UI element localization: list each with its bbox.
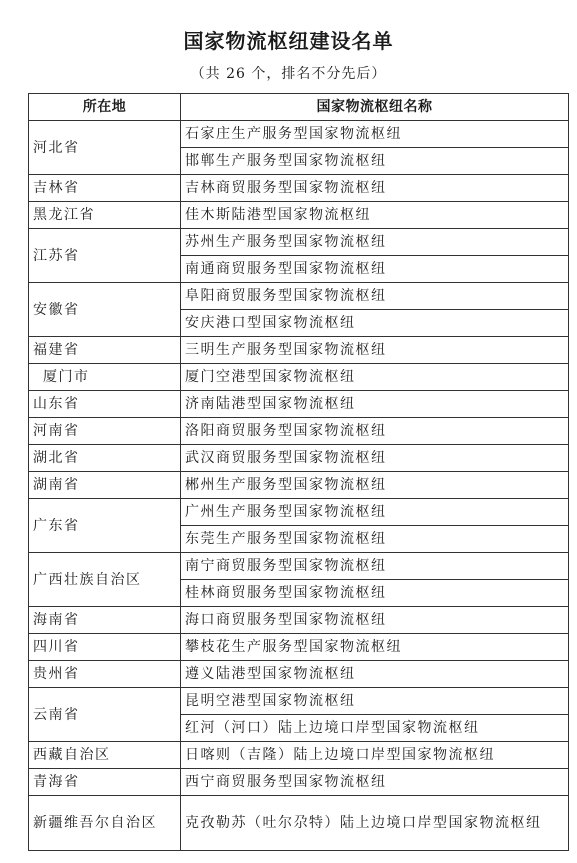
location-cell: 黑龙江省	[29, 202, 181, 229]
table-row	[29, 499, 569, 526]
hub-name-cell: 克孜勒苏（吐尔尕特）陆上边境口岸型国家物流枢纽	[181, 796, 569, 851]
location-cell: 厦门市	[29, 364, 181, 391]
logistics-hub-table	[28, 93, 569, 851]
hub-name-cell: 吉林商贸服务型国家物流枢纽	[181, 175, 569, 202]
hub-name-cell: 昆明空港型国家物流枢纽	[181, 688, 569, 715]
hub-name-cell: 三明生产服务型国家物流枢纽	[181, 337, 569, 364]
hub-name-cell: 红河（河口）陆上边境口岸型国家物流枢纽	[181, 715, 569, 742]
table-row	[29, 337, 569, 364]
table-row	[29, 553, 569, 580]
document-title: 国家物流枢纽建设名单	[183, 29, 394, 53]
hub-name-cell: 邯郸生产服务型国家物流枢纽	[181, 148, 569, 175]
hub-name-cell: 安庆港口型国家物流枢纽	[181, 310, 569, 337]
table-row	[29, 229, 569, 256]
location-cell: 吉林省	[29, 175, 181, 202]
location-cell: 安徽省	[29, 283, 181, 337]
location-cell: 贵州省	[29, 661, 181, 688]
column-header-location: 所在地	[29, 94, 181, 121]
table-row	[29, 283, 569, 310]
hub-name-cell: 厦门空港型国家物流枢纽	[181, 364, 569, 391]
location-cell: 西藏自治区	[29, 742, 181, 769]
location-cell: 新疆维吾尔自治区	[29, 796, 181, 851]
hub-name-cell: 东莞生产服务型国家物流枢纽	[181, 526, 569, 553]
hub-name-cell: 日喀则（吉隆）陆上边境口岸型国家物流枢纽	[181, 742, 569, 769]
table-row	[29, 742, 569, 769]
location-cell: 山东省	[29, 391, 181, 418]
table-row	[29, 445, 569, 472]
hub-name-cell: 石家庄生产服务型国家物流枢纽	[181, 121, 569, 148]
location-cell: 福建省	[29, 337, 181, 364]
hub-name-cell: 南宁商贸服务型国家物流枢纽	[181, 553, 569, 580]
hub-name-cell: 海口商贸服务型国家物流枢纽	[181, 607, 569, 634]
hub-name-cell: 桂林商贸服务型国家物流枢纽	[181, 580, 569, 607]
table-row	[29, 607, 569, 634]
hub-name-cell: 郴州生产服务型国家物流枢纽	[181, 472, 569, 499]
location-cell: 海南省	[29, 607, 181, 634]
location-cell: 河北省	[29, 121, 181, 175]
hub-name-cell: 广州生产服务型国家物流枢纽	[181, 499, 569, 526]
table-header-row	[29, 94, 569, 121]
table-row	[29, 391, 569, 418]
location-cell: 湖南省	[29, 472, 181, 499]
table-row	[29, 202, 569, 229]
table-row	[29, 688, 569, 715]
hub-name-cell: 攀枝花生产服务型国家物流枢纽	[181, 634, 569, 661]
hub-name-cell: 南通商贸服务型国家物流枢纽	[181, 256, 569, 283]
table-row	[29, 634, 569, 661]
table-row	[29, 472, 569, 499]
location-cell: 湖北省	[29, 445, 181, 472]
table-row	[29, 364, 569, 391]
document-subtitle: （共 26 个，排名不分先后）	[190, 66, 387, 82]
table-row	[29, 175, 569, 202]
hub-name-cell: 苏州生产服务型国家物流枢纽	[181, 229, 569, 256]
table-row	[29, 769, 569, 796]
location-cell: 青海省	[29, 769, 181, 796]
location-cell: 广东省	[29, 499, 181, 553]
table-row	[29, 418, 569, 445]
location-cell: 河南省	[29, 418, 181, 445]
location-cell: 云南省	[29, 688, 181, 742]
hub-name-cell: 西宁商贸服务型国家物流枢纽	[181, 769, 569, 796]
hub-name-cell: 遵义陆港型国家物流枢纽	[181, 661, 569, 688]
hub-name-cell: 武汉商贸服务型国家物流枢纽	[181, 445, 569, 472]
column-header-hub-name: 国家物流枢纽名称	[181, 94, 569, 121]
hub-name-cell: 济南陆港型国家物流枢纽	[181, 391, 569, 418]
hub-name-cell: 佳木斯陆港型国家物流枢纽	[181, 202, 569, 229]
hub-name-cell: 洛阳商贸服务型国家物流枢纽	[181, 418, 569, 445]
table-row	[29, 796, 569, 851]
location-cell: 江苏省	[29, 229, 181, 283]
location-cell: 广西壮族自治区	[29, 553, 181, 607]
table-row	[29, 661, 569, 688]
table-body	[29, 121, 569, 851]
hub-name-cell: 阜阳商贸服务型国家物流枢纽	[181, 283, 569, 310]
table-row	[29, 121, 569, 148]
location-cell: 四川省	[29, 634, 181, 661]
